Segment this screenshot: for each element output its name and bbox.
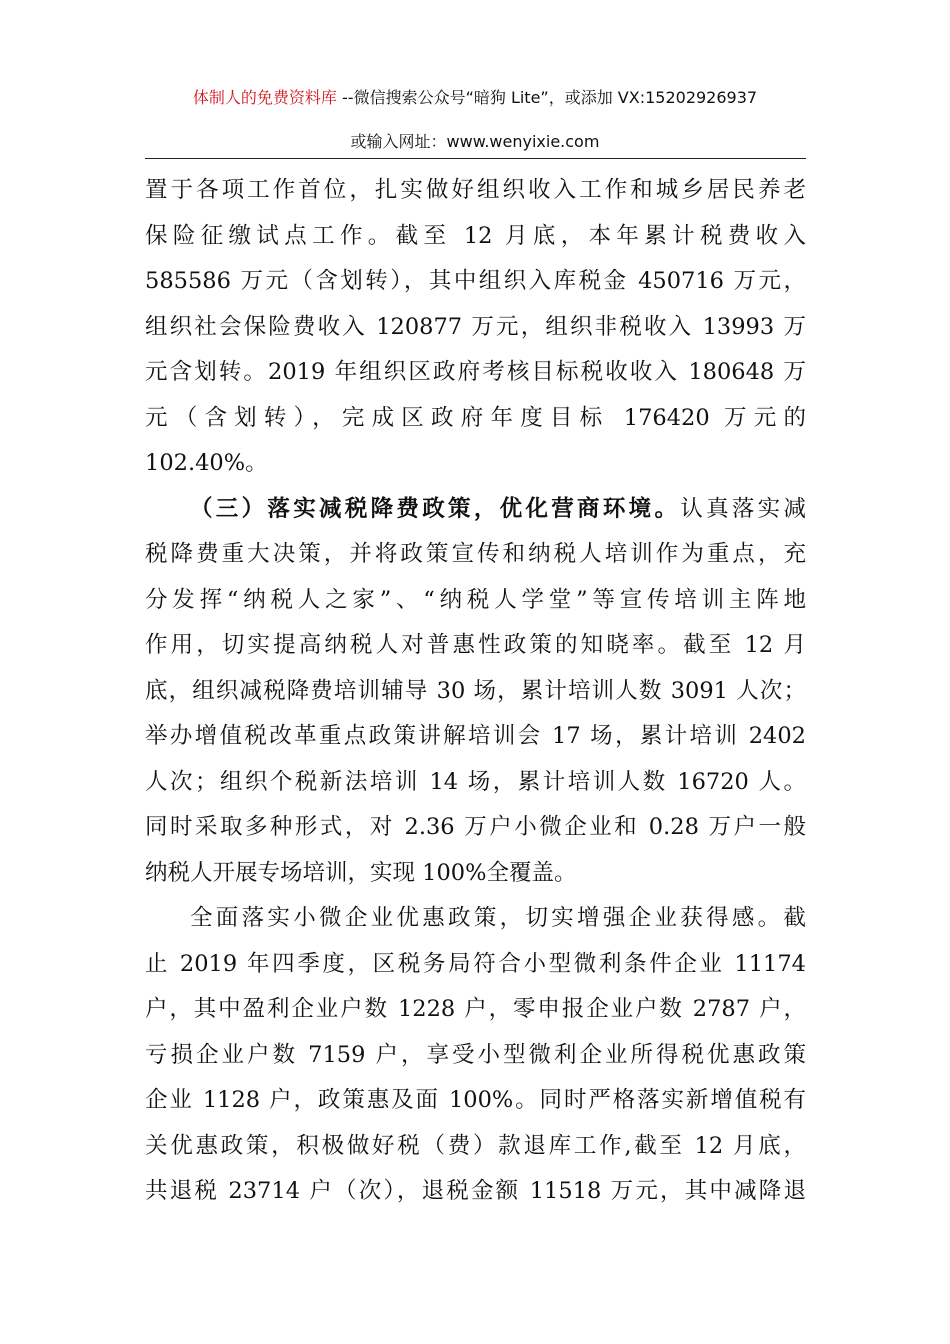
body-line: 关优惠政策，积极做好税（费）款退库工作,截至 12 月底， <box>145 1132 806 1159</box>
body-line: 亏损企业户数 7159 户，享受小型微利企业所得税优惠政策 <box>145 1041 806 1068</box>
body-line: 保险征缴试点工作。截至 12 月底，本年累计税费收入 <box>145 222 806 249</box>
body-line: 分发挥“纳税人之家”、“纳税人学堂”等宣传培训主阵地 <box>145 586 806 613</box>
body-line: 102.40%。 <box>145 450 268 476</box>
header-banner <box>0 84 950 112</box>
section-3-first-line <box>145 487 806 533</box>
body-line: 585586 万元（含划转），其中组织入库税金 450716 万元， <box>145 268 806 294</box>
section-3-first-rest: 认真落实减 <box>680 495 806 522</box>
body-line: 企业 1128 户，政策惠及面 100%。同时严格落实新增值税有 <box>145 1087 806 1113</box>
section-3-heading: （三）落实减税降费政策，优化营商环境。 <box>190 495 681 522</box>
body-line: 止 2019 年四季度，区税务局符合小型微利条件企业 11174 <box>145 950 806 977</box>
header-contact: --微信搜索公众号“暗狗 Lite”，或添加 VX:15202926937 <box>336 88 758 107</box>
body-line: 元含划转。2019 年组织区政府考核目标税收收入 180648 万 <box>145 359 806 385</box>
body-line: 元（含划转），完成区政府年度目标 176420 万元的 <box>145 404 806 431</box>
body-line: 置于各项工作首位，扎实做好组织收入工作和城乡居民养老 <box>145 177 806 203</box>
body-line: 同时采取多种形式，对 2.36 万户小微企业和 0.28 万户一般 <box>145 814 806 840</box>
body-line: 纳税人开展专场培训，实现 100%全覆盖。 <box>145 859 577 886</box>
body-line: 共退税 23714 户（次），退税金额 11518 万元，其中减降退 <box>145 1178 806 1204</box>
body-line: 人次；组织个税新法培训 14 场，累计培训人数 16720 人。 <box>145 768 806 795</box>
body-line: 举办增值税改革重点政策讲解培训会 17 场，累计培训 2402 <box>145 723 806 749</box>
header-divider <box>145 158 806 159</box>
body-line: 作用，切实提高纳税人对普惠性政策的知晓率。截至 12 月 <box>145 632 806 658</box>
header-brand: 体制人的免费资料库 <box>192 88 337 107</box>
header-url-line: 或输入网址：www.wenyixie.com <box>350 132 600 151</box>
body-line: 底，组织减税降费培训辅导 30 场，累计培训人数 3091 人次； <box>145 677 806 704</box>
body-line: 户，其中盈利企业户数 1228 户，零申报企业户数 2787 户， <box>145 996 806 1022</box>
body-line: 组织社会保险费收入 120877 万元，组织非税收入 13993 万 <box>145 313 806 340</box>
body-line: 税降费重大决策，并将政策宣传和纳税人培训作为重点，充 <box>145 541 806 567</box>
document-body <box>145 168 806 1215</box>
body-line: 全面落实小微企业优惠政策，切实增强企业获得感。截 <box>190 905 806 931</box>
